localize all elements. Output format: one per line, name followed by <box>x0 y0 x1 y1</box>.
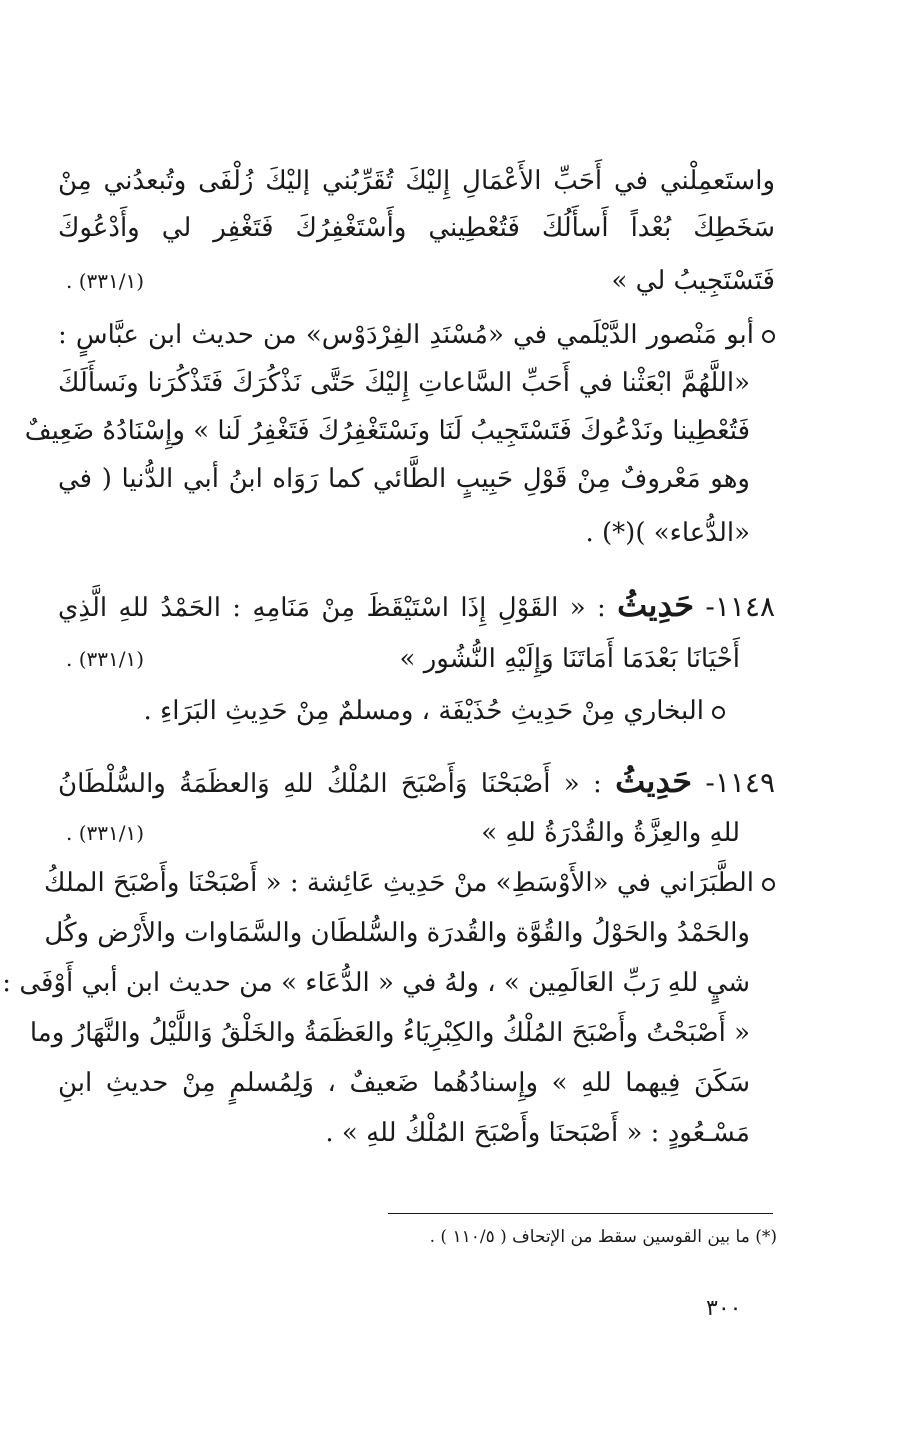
source-note-1: أبو مَنْصور الدَّيْلَمي في «مُسْنَدِ الفِرْدَوْس» من حديث ابن عبَّاسٍ : <box>58 312 775 358</box>
page-number: ٣٠٠ <box>706 1296 742 1321</box>
reference-2: (٣٣١/١) . <box>66 647 145 671</box>
reference-3: (٣٣١/١) . <box>66 821 145 845</box>
reference-1: (٣٣١/١) . <box>66 269 145 293</box>
text-line-5: «اللَّهُمَّ ابْعَثْنا في أَحَبِّ السَّاعاتِ إِليْكَ حَتَّى نَذْكُرَكَ فَتَذْكُرَنا ونَسأَلَكَ <box>58 368 750 398</box>
text-line-18: سَكَنَ فِيهما للهِ » وإِسنادُهُما ضَعيفٌ ، وَلِمُسلمٍ مِنْ حديثِ ابنِ <box>58 1068 750 1098</box>
text-line-19: مَسْـعُودٍ : « أَصْبَحنَا وأَصْبَحَ المُلْكُ للهِ » . <box>325 1118 750 1148</box>
bullet-icon <box>712 706 725 719</box>
text-line-6: فَتُعْطِينا ونَدْعُوكَ فَتَسْتَجِيبُ لَنَا ونَسْتَغْفِرُكَ فَتَغْفِرُ لَنا » وإِسْنَادُهُ ضَعِيفٌ <box>24 416 750 446</box>
text-line-16: شيٍ للهِ رَبِّ العَالَمِين » ، ولهُ في « الدُّعَاء » من حديث ابن أبي أَوْفَى : <box>2 968 750 998</box>
footnote-divider <box>388 1213 773 1214</box>
text-line-8: «الدُّعاء» )(*) . <box>585 518 750 548</box>
source-note-2: البخاري مِنْ حَدِيثِ حُذَيْفَة ، ومسلمٌ مِنْ حَدِيثِ البَرَاءِ . <box>150 688 725 734</box>
text-line-3: فَتَسْتَجِيبُ لي » <box>611 266 775 296</box>
source-note-3: الطَّبَرَاني في «الأَوْسَطِ» منْ حَدِيثِ عَائِشة : « أَصْبَحْنَا وأَصْبَحَ الملكُ <box>58 860 775 906</box>
text-line-17: « أَصْبَحْتُ وأَصْبَحَ المُلْكُ والكِبْرِيَاءُ والعَظَمَةُ والخَلْقُ وَاللَّيْلُ والنَّهَارُ وما <box>29 1018 750 1048</box>
text-line-13: للهِ والعِزَّةُ والقُدْرَةُ للهِ » <box>481 818 740 848</box>
hadith-1148-heading: ١١٤٨- حَدِيثُ : « القَوْلِ إِذَا اسْتَيْقَظَ مِنْ مَنَامِهِ : الحَمْدُ للهِ الَّذِي <box>58 586 776 624</box>
hadith-1149-heading: ١١٤٩- حَدِيثُ : « أَصْبَحْنَا وَأَصْبَحَ المُلْكُ للهِ وَالعظَمَةُ والسُّلْطَانُ <box>58 762 775 800</box>
text-line-1: واستَعمِلْني في أَحَبِّ الأَعْمَالِ إِليْكَ تُقَرِّبُني إليْكَ زُلْفَى وتُبعدُني مِنْ <box>58 166 775 196</box>
bullet-icon <box>762 878 775 891</box>
text-line-7: وهو مَعْروفٌ مِنْ قَوْلِ حَبِيبٍ الطَّائي كما رَوَاه ابنُ أبي الدُّنيا ( في <box>58 464 750 494</box>
text-line-10: أَحْيَانَا بَعْدَمَا أَمَاتَنَا وَإِلَيْهِ النُّشُور » <box>399 644 740 674</box>
text-line-15: والحَمْدُ والحَوْلُ والقُوَّة والقُدرَة والسُّلطَان والسَّمَاوات والأَرْض وكُل <box>44 918 750 948</box>
text-line-2: سَخَطِكَ بُعْداً أَسأَلُكَ فَتُعْطِيني وأَسْتَغْفِرُكَ فَتَغْفِر لي وأَدْعُوكَ <box>58 213 775 243</box>
bullet-icon <box>762 330 775 343</box>
footnote: (*) ما بين القوسين سقط من الإتحاف ( ١١٠/٥ ) . <box>429 1227 777 1247</box>
